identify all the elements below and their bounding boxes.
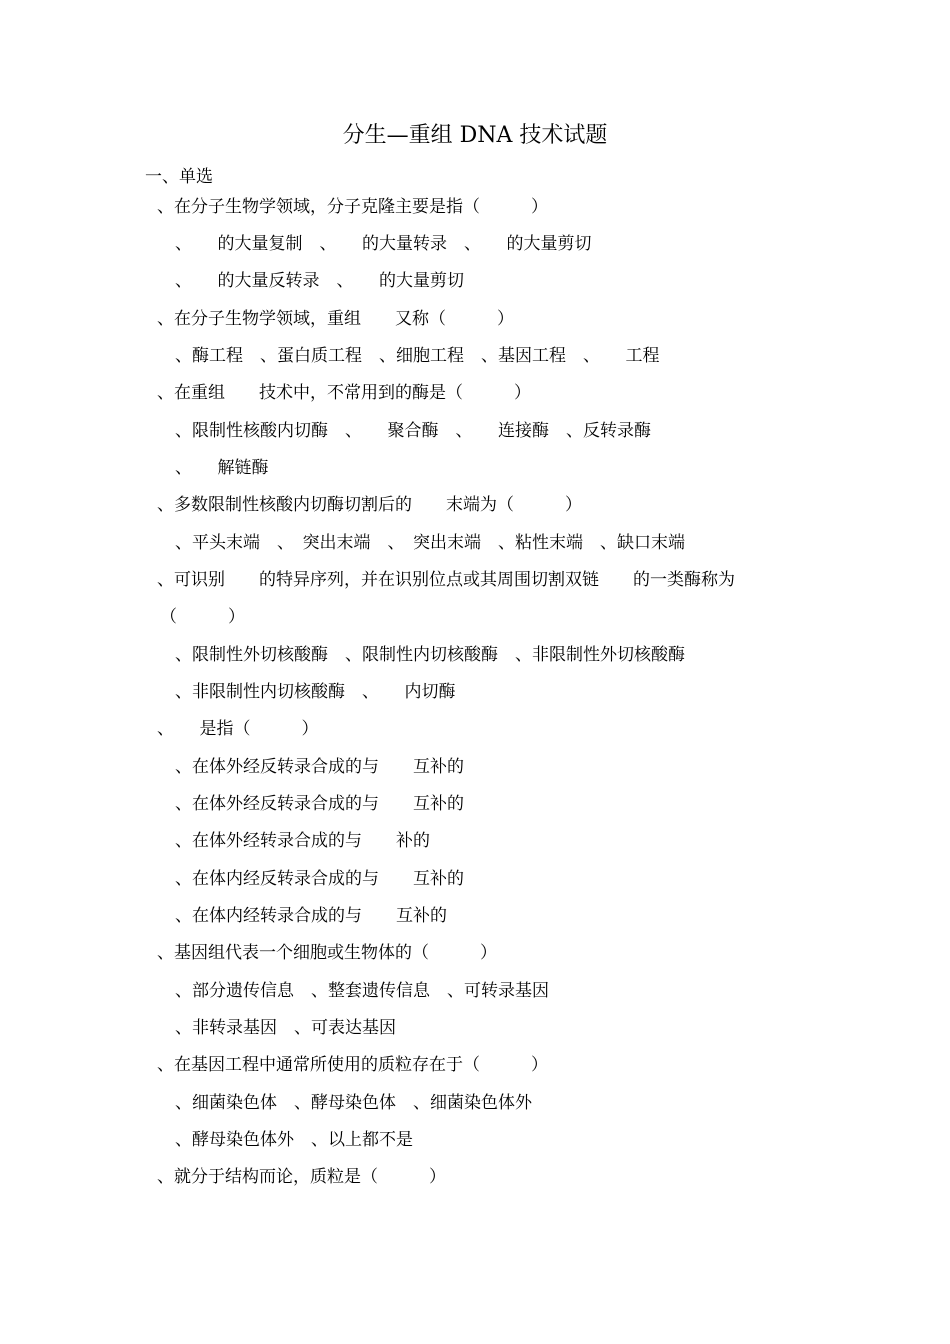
question-8: 、在基因工程中通常所使用的质粒存在于（ ） bbox=[157, 1055, 548, 1075]
question-5-continuation: （ ） bbox=[160, 607, 245, 627]
question-6-option-c: 、在体外经转录合成的与 补的 bbox=[175, 831, 430, 851]
question-3-options-b: 、 解链酶 bbox=[175, 458, 269, 478]
question-6: 、 是指（ ） bbox=[157, 719, 319, 739]
question-2: 、在分子生物学领域，重组 又称（ ） bbox=[157, 309, 514, 329]
question-7: 、基因组代表一个细胞或生物体的（ ） bbox=[157, 943, 497, 963]
question-6-option-b: 、在体外经反转录合成的与 互补的 bbox=[175, 794, 464, 814]
page-title: 分生—重组 DNA 技术试题 bbox=[342, 123, 608, 148]
section-heading: 一、单选 bbox=[145, 167, 213, 187]
question-3-options-a: 、限制性核酸内切酶 、 聚合酶 、 连接酶 、反转录酶 bbox=[175, 421, 651, 441]
question-4: 、多数限制性核酸内切酶切割后的 末端为（ ） bbox=[157, 495, 582, 515]
question-1-options-a: 、 的大量复制 、 的大量转录 、 的大量剪切 bbox=[175, 234, 592, 254]
question-7-options-b: 、非转录基因 、可表达基因 bbox=[175, 1018, 396, 1038]
question-2-options: 、酶工程 、蛋白质工程 、细胞工程 、基因工程 、 工程 bbox=[175, 346, 660, 366]
question-5-options-a: 、限制性外切核酸酶 、限制性内切核酸酶 、非限制性外切核酸酶 bbox=[175, 645, 685, 665]
question-6-option-e: 、在体内经转录合成的与 互补的 bbox=[175, 906, 447, 926]
question-5: 、可识别 的特异序列，并在识别位点或其周围切割双链 的一类酶称为 bbox=[157, 570, 735, 590]
question-1-options-b: 、 的大量反转录 、 的大量剪切 bbox=[175, 271, 464, 291]
question-1: 、在分子生物学领域，分子克隆主要是指（ ） bbox=[157, 197, 548, 217]
question-9: 、就分于结构而论，质粒是（ ） bbox=[157, 1167, 446, 1187]
question-7-options-a: 、部分遗传信息 、整套遗传信息 、可转录基因 bbox=[175, 981, 549, 1001]
question-6-option-d: 、在体内经反转录合成的与 互补的 bbox=[175, 869, 464, 889]
question-6-option-a: 、在体外经反转录合成的与 互补的 bbox=[175, 757, 464, 777]
question-3: 、在重组 技术中，不常用到的酶是（ ） bbox=[157, 383, 531, 403]
question-4-options: 、平头末端 、 突出末端 、 突出末端 、粘性末端 、缺口末端 bbox=[175, 533, 685, 553]
question-8-options-b: 、酵母染色体外 、以上都不是 bbox=[175, 1130, 413, 1150]
question-8-options-a: 、细菌染色体 、酵母染色体 、细菌染色体外 bbox=[175, 1093, 532, 1113]
question-5-options-b: 、非限制性内切核酸酶 、 内切酶 bbox=[175, 682, 456, 702]
